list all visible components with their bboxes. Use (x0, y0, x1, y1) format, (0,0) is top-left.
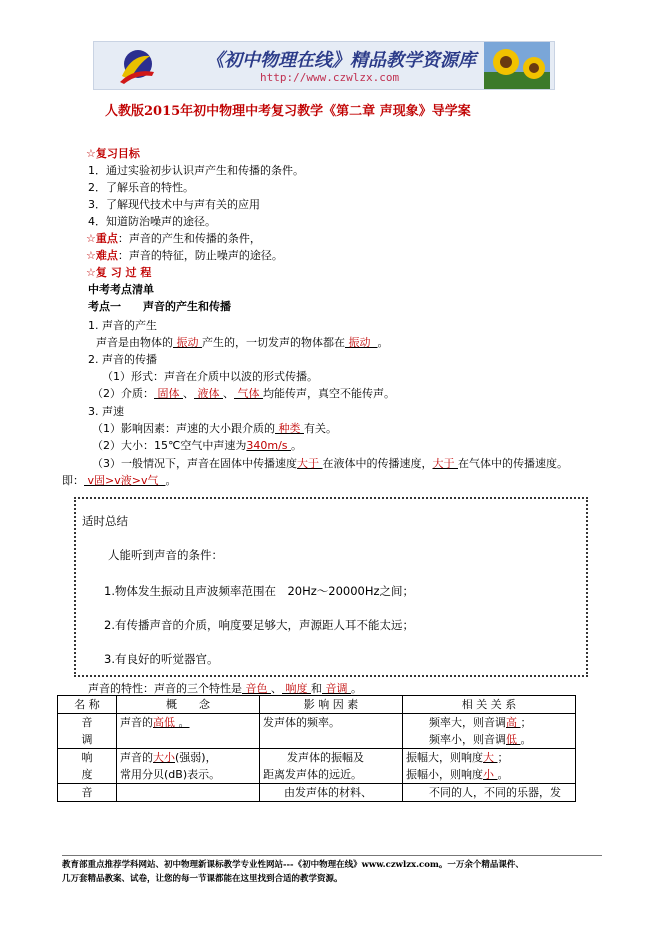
answer: 高 (506, 716, 517, 729)
goal-item: 1．通过实验初步认识声产生和传播的条件。 (88, 164, 304, 177)
text: 振幅大，则响度 (406, 751, 483, 764)
answer: 高低 (153, 716, 175, 729)
s3-ie (62, 472, 176, 488)
text: （2）介质： (92, 387, 154, 400)
text: 产生的，一切发声的物体都在 (202, 336, 345, 349)
answer-blank (433, 457, 459, 470)
text: （3）一般情况下，声音在固体中传播速度 (92, 457, 297, 470)
sunflower-icon (484, 42, 550, 89)
summary-title: 适时总结 (82, 514, 128, 528)
s3-size (92, 437, 302, 453)
text: 。 (497, 768, 509, 781)
factor-cell: 由发声体的材料、 (260, 784, 403, 802)
text: 声音是由物体的 (96, 336, 173, 349)
text: 。 (291, 439, 303, 452)
text: 、 (271, 682, 282, 695)
s2-form: （1）形式：声音在介质中以波的形式传播。 (102, 370, 318, 383)
relation-line (406, 749, 572, 766)
table-row (58, 714, 576, 749)
banner-title: 《初中物理在线》精品教学资源库 (206, 50, 476, 71)
text: 。 (178, 716, 190, 729)
relation-cell: 不同的人，不同的乐器，发 (403, 784, 576, 802)
difficult-text: ：声音的特征，防止噪声的途径。 (117, 249, 283, 262)
answer: 大于 (297, 457, 319, 470)
answer-blank (282, 682, 311, 695)
row-name (58, 749, 117, 784)
process-label: 复 习 过 程 (95, 266, 152, 279)
summary-lead: 人能听到声音的条件： (108, 548, 223, 562)
goal-item: 3．了解现代技术中与声有关的应用 (88, 198, 260, 211)
column-header: 相 关 关 系 (403, 696, 576, 714)
review-goals-label: 复习目标 (95, 147, 140, 160)
answer-blank (246, 439, 291, 452)
s2-title: 2. 声音的传播 (88, 353, 157, 366)
text: ； (520, 716, 532, 729)
text: 频率大，则音调 (429, 716, 506, 729)
answer: 低 (506, 733, 517, 746)
text: 均能传声，真空不能传声。 (263, 387, 395, 400)
answer-blank (275, 422, 304, 435)
row-name-text: 响度 (81, 751, 93, 781)
factor-cell (260, 749, 403, 784)
answer-blank (153, 716, 179, 729)
process-heading (86, 264, 151, 280)
difficult-label: 难点 (95, 249, 118, 262)
answer: 340m/s (246, 439, 288, 452)
text: 和 (311, 682, 322, 695)
text: 。 (351, 682, 362, 695)
relation-cell (403, 714, 576, 749)
text: 声音的特性：声音的三个特性是 (88, 682, 242, 695)
answer: 音色 (245, 682, 268, 695)
s1-title: 1. 声音的产生 (88, 319, 157, 332)
s3-general (92, 455, 568, 471)
concept-cell (117, 784, 260, 802)
concept-cell (117, 749, 260, 784)
answer: 小 (483, 768, 494, 781)
answer-blank (153, 751, 175, 764)
column-header: 影 响 因 素 (260, 696, 403, 714)
text: 在气体中的传播速度。 (458, 457, 568, 470)
sound-properties-table (57, 695, 576, 802)
column-header: 名 称 (58, 696, 117, 714)
answer: 振动 (176, 336, 199, 349)
key-label: 重点 (95, 232, 118, 245)
s3-factor (92, 420, 337, 436)
answer: 音调 (325, 682, 348, 695)
row-name-text: 音调 (81, 716, 93, 746)
relation-line (429, 714, 572, 731)
text: 、 (223, 387, 234, 400)
row-name (58, 714, 117, 749)
text: 声音的 (120, 751, 153, 764)
text: ； (497, 751, 509, 764)
s1-line (96, 334, 389, 350)
answer-blank (322, 682, 351, 695)
answer-blank (242, 682, 271, 695)
answer-blank (297, 457, 323, 470)
text: 。 (165, 474, 177, 487)
goal-item: 4．知道防治噪声的途径。 (88, 215, 216, 228)
text: 即： (62, 474, 84, 487)
characteristics-line (88, 680, 362, 696)
text: 声音的 (120, 716, 153, 729)
text: 频率小，则音调 (429, 733, 506, 746)
answer-blank (154, 387, 183, 400)
answer: 液体 (197, 387, 220, 400)
answer-blank (345, 336, 378, 349)
text: 。 (377, 336, 389, 349)
text: 。 (520, 733, 532, 746)
checklist-heading: 中考考点清单 (88, 283, 154, 296)
answer-blank (506, 733, 521, 746)
key-text: ：声音的产生和传播的条件， (117, 232, 261, 245)
answer-blank (506, 716, 521, 729)
answer-blank (84, 474, 165, 487)
text: 有关。 (304, 422, 337, 435)
text: 在液体中的传播速度， (322, 457, 433, 470)
difficult-point (86, 247, 283, 263)
footer-line: 几万套精品教案、试卷，让您的每一节课都能在这里找到合适的教学资源。 (62, 874, 343, 884)
site-logo-icon (116, 46, 156, 86)
answer: 气体 (237, 387, 260, 400)
star-icon: ☆ (86, 266, 96, 279)
footer-divider (62, 855, 602, 856)
star-icon: ☆ (86, 232, 96, 245)
row-name: 音 (58, 784, 117, 802)
column-header: 概 念 (117, 696, 260, 714)
key-point (86, 230, 261, 246)
answer-blank (483, 768, 498, 781)
answer: 振动 (348, 336, 371, 349)
answer-blank (173, 336, 202, 349)
text: （2）大小：15℃空气中声速为 (92, 439, 247, 452)
star-icon: ☆ (86, 249, 96, 262)
answer: 响度 (285, 682, 308, 695)
answer: v固>v液>v气 (87, 474, 159, 487)
concept-line (120, 749, 256, 766)
answer-blank (194, 387, 223, 400)
answer: 种类 (278, 422, 301, 435)
s2-medium (92, 385, 395, 401)
goal-item: 2．了解乐音的特性。 (88, 181, 194, 194)
factor-line: 距离发声体的远近。 (263, 768, 362, 781)
concept-cell (117, 714, 260, 749)
relation-line (429, 731, 572, 748)
answer: 固体 (157, 387, 180, 400)
answer: 大 (483, 751, 494, 764)
text: （1）影响因素：声速的大小跟介质的 (92, 422, 275, 435)
relation-line (406, 766, 572, 783)
table-row (58, 784, 576, 802)
star-icon: ☆ (86, 147, 96, 160)
relation-cell (403, 749, 576, 784)
factor-line: 发声体的振幅及 (287, 751, 364, 764)
banner-url: http://www.czwlzx.com (260, 71, 400, 84)
s3-title: 3. 声速 (88, 405, 124, 418)
table-header-row (58, 696, 576, 714)
answer: 大小 (153, 751, 175, 764)
topic1-heading: 考点一 声音的产生和传播 (88, 300, 231, 313)
factor-cell: 发声体的频率。 (260, 714, 403, 749)
summary-item: 1.物体发生振动且声波频率范围在 20Hz～20000Hz之间； (104, 584, 415, 598)
answer: 大于 (432, 457, 455, 470)
header-banner (93, 41, 555, 90)
summary-item: 3.有良好的听觉器官。 (104, 652, 219, 666)
answer-blank (234, 387, 263, 400)
page-title: 人教版2015年初中物理中考复习教学《第二章 声现象》导学案 (105, 104, 471, 119)
concept-line: 常用分贝(dB)表示。 (120, 768, 221, 781)
answer-blank (483, 751, 498, 764)
text: 振幅小，则响度 (406, 768, 483, 781)
table-row (58, 749, 576, 784)
page-footer (62, 858, 524, 886)
summary-box (74, 497, 588, 677)
footer-line: 教育部重点推荐学科网站、初中物理新课标教学专业性网站---《初中物理在线》www.czwlzx.com。一万余个精品课件、 (62, 860, 524, 870)
summary-item: 2.有传播声音的介质，响度要足够大，声源距人耳不能太远； (104, 618, 414, 632)
text: (强弱)， (175, 751, 217, 764)
review-goals-heading (86, 145, 140, 161)
text: 、 (183, 387, 194, 400)
